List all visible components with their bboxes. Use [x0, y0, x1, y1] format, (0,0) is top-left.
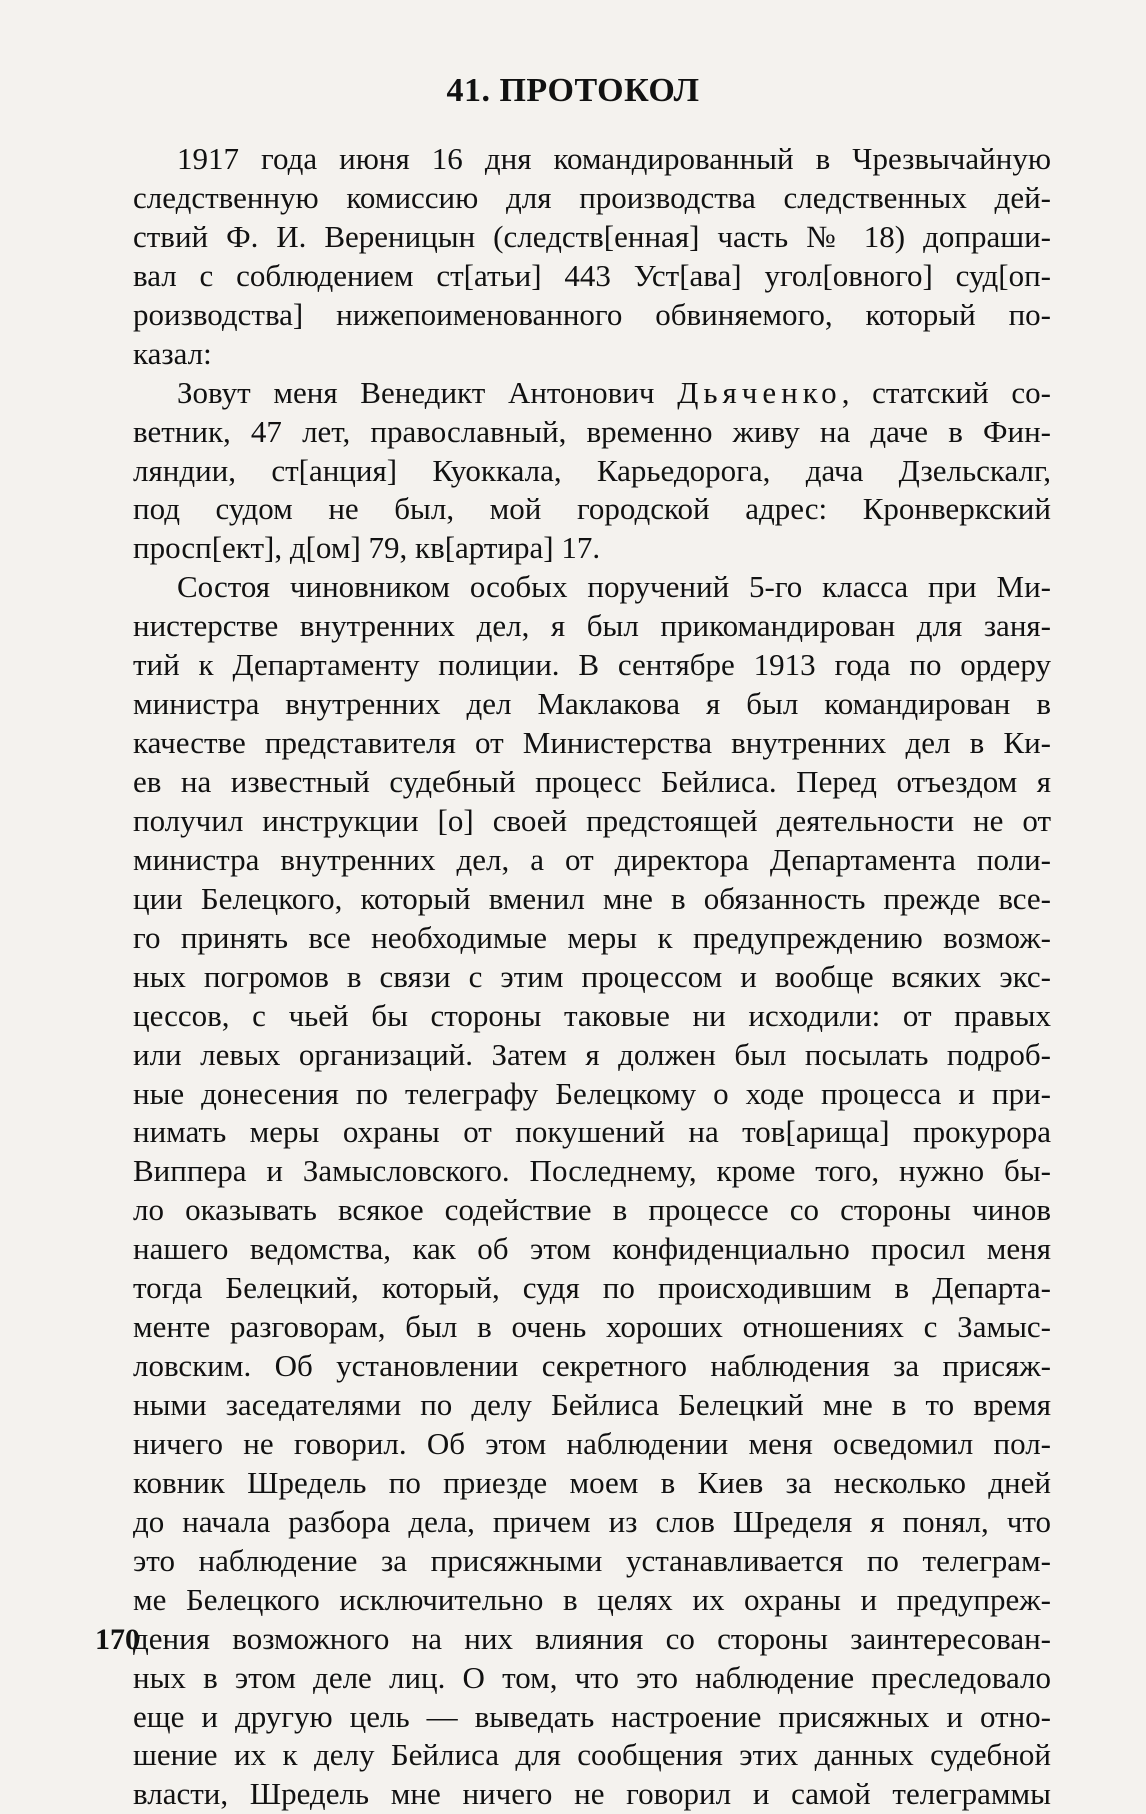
text-line-content: казал: — [133, 335, 212, 371]
spaced-surname: Дьяченко — [677, 374, 842, 410]
text-line — [133, 1230, 1051, 1269]
text-line-content: министра внутренних дел, а от директора Департамента поли- — [133, 841, 1051, 877]
text-line-content: вал с соблюдением ст[атьи] 443 Уст[ава] угол[овного] суд[оп- — [133, 257, 1051, 293]
text-line — [133, 529, 1051, 568]
text-line-content: ных погромов в связи с этим процессом и вообще всяких экс- — [133, 958, 1051, 994]
text-line-content: ничего не говорил. Об этом наблюдении меня осведомил пол- — [133, 1425, 1051, 1461]
text-line — [133, 1659, 1051, 1698]
body-text — [133, 140, 1051, 1814]
text-line-content: ствий Ф. И. Вереницын (следств[енная] часть № 18) допраши- — [133, 218, 1051, 254]
text-line — [133, 140, 1051, 179]
text-line-content: получил инструкции [о] своей предстоящей деятельности не от — [133, 802, 1051, 838]
text-line-content: нашего ведомства, как об этом конфиденциально просил меня — [133, 1231, 1051, 1267]
text-line-content: просп[ект], д[ом] 79, кв[артира] 17. — [133, 530, 601, 566]
text-line-content: ло оказывать всякое содействие в процессе со стороны чинов — [133, 1192, 1051, 1228]
text-line — [133, 1581, 1051, 1620]
text-line — [133, 1036, 1051, 1075]
text-line — [133, 685, 1051, 724]
text-line-content: до начала разбора дела, причем из слов Шределя я понял, что — [133, 1503, 1051, 1539]
text-line-content: ные донесения по телеграфу Белецкому о ходе процесса и при- — [133, 1075, 1051, 1111]
page-number: 170 — [95, 1623, 140, 1656]
text-line — [133, 1775, 1051, 1814]
text-line — [133, 1386, 1051, 1425]
text-line — [133, 1620, 1051, 1659]
text-line — [133, 607, 1051, 646]
text-line — [133, 1152, 1051, 1191]
text-line-content: роизводства] нижепоименованного обвиняемого, который по- — [133, 296, 1051, 332]
text-line-content: еще и другую цель — выведать настроение присяжных и отно- — [133, 1698, 1051, 1734]
text-line-content: го принять все необходимые меры к предупреждению возмож- — [133, 919, 1051, 955]
text-line — [133, 1698, 1051, 1737]
text-line-content: министра внутренних дел Маклакова я был командирован в — [133, 686, 1051, 722]
text-line — [133, 413, 1051, 452]
text-line-content: качестве представителя от Министерства внутренних дел в Ки- — [133, 725, 1051, 761]
text-line — [133, 763, 1051, 802]
text-line-content: цессов, с чьей бы стороны таковые ни исходили: от правых — [133, 997, 1051, 1033]
text-line — [133, 374, 1051, 413]
text-line-content: ции Белецкого, который вменил мне в обязанность прежде все- — [133, 880, 1051, 916]
text-line — [133, 1425, 1051, 1464]
text-line — [133, 958, 1051, 997]
text-line-content: или левых организаций. Затем я должен был посылать подроб- — [133, 1036, 1051, 1072]
text-line — [133, 1269, 1051, 1308]
text-line — [133, 997, 1051, 1036]
text-line-content: Состоя чиновником особых поручений 5-го класса при Ми- — [177, 569, 1051, 605]
text-line-content: тогда Белецкий, который, судя по происходившим в Департа- — [133, 1270, 1051, 1306]
text-line-content: нимать меры охраны от покушений на тов[арища] прокурора — [133, 1114, 1051, 1150]
text-line — [133, 335, 1051, 374]
text-line-content: власти, Шредель мне ничего не говорил и самой телеграммы — [133, 1776, 1051, 1812]
text-line-content: это наблюдение за присяжными устанавливается по телеграм- — [133, 1542, 1051, 1578]
text-line-content: менте разговорам, был в очень хороших отношениях с Замыс- — [133, 1309, 1051, 1345]
text-line — [133, 802, 1051, 841]
text-line-content: ковник Шредель по приезде моем в Киев за несколько дней — [133, 1464, 1051, 1500]
text-line — [133, 257, 1051, 296]
text-line — [133, 880, 1051, 919]
text-line-content: ными заседателями по делу Бейлиса Белецкий мне в то время — [133, 1387, 1051, 1422]
text-line — [133, 218, 1051, 257]
text-line-content: тий к Департаменту полиции. В сентябре 1913 года по ордеру — [133, 647, 1051, 683]
text-line-content: дения возможного на них влияния со стороны заинтересован- — [133, 1620, 1051, 1656]
text-line — [133, 1075, 1051, 1114]
text-line — [133, 1308, 1051, 1347]
text-line — [133, 296, 1051, 335]
text-line — [133, 490, 1051, 529]
text-line — [133, 1113, 1051, 1152]
text-line-content: ловским. Об установлении секретного наблюдения за присяж- — [133, 1348, 1051, 1384]
text-line-content: нистерстве внутренних дел, я был прикомандирован для заня- — [133, 608, 1051, 644]
text-line-content: ветник, 47 лет, православный, временно живу на даче в Фин- — [133, 413, 1051, 449]
text-line — [133, 179, 1051, 218]
text-line-content: шение их к делу Бейлиса для сообщения этих данных судебной — [133, 1737, 1051, 1773]
text-line — [133, 1347, 1051, 1386]
text-line — [133, 919, 1051, 958]
text-line-content: ме Белецкого исключительно в целях их охраны и предупреж- — [133, 1581, 1051, 1617]
text-line — [133, 724, 1051, 763]
text-line — [133, 646, 1051, 685]
text-line — [133, 1503, 1051, 1542]
text-line-tail: , статский со- — [841, 374, 1051, 410]
text-line — [133, 1464, 1051, 1503]
text-line-content: ных в этом деле лиц. О том, что это наблюдение преследовало — [133, 1659, 1051, 1695]
text-line-content: под судом не был, мой городской адрес: Кронверкский — [133, 491, 1051, 527]
text-line — [133, 568, 1051, 607]
text-line-content: Зовут меня Венедикт Антонович — [177, 374, 655, 410]
text-line-content: Виппера и Замысловского. Последнему, кроме того, нужно бы- — [133, 1153, 1051, 1189]
text-line — [133, 1191, 1051, 1230]
text-line-content: 1917 года июня 16 дня командированный в Чрезвычайную — [177, 141, 1051, 176]
text-line-content: ев на известный судебный процесс Бейлиса. Перед отъездом я — [133, 764, 1051, 799]
page-title: 41. ПРОТОКОЛ — [446, 72, 700, 109]
text-line — [133, 1736, 1051, 1775]
text-line-content: следственную комиссию для производства следственных дей- — [133, 179, 1051, 215]
text-line — [133, 1542, 1051, 1581]
text-line-content: ляндии, ст[анция] Куоккала, Карьедорога, дача Дзельскалг, — [133, 452, 1051, 488]
text-line — [133, 452, 1051, 491]
text-line — [133, 841, 1051, 880]
